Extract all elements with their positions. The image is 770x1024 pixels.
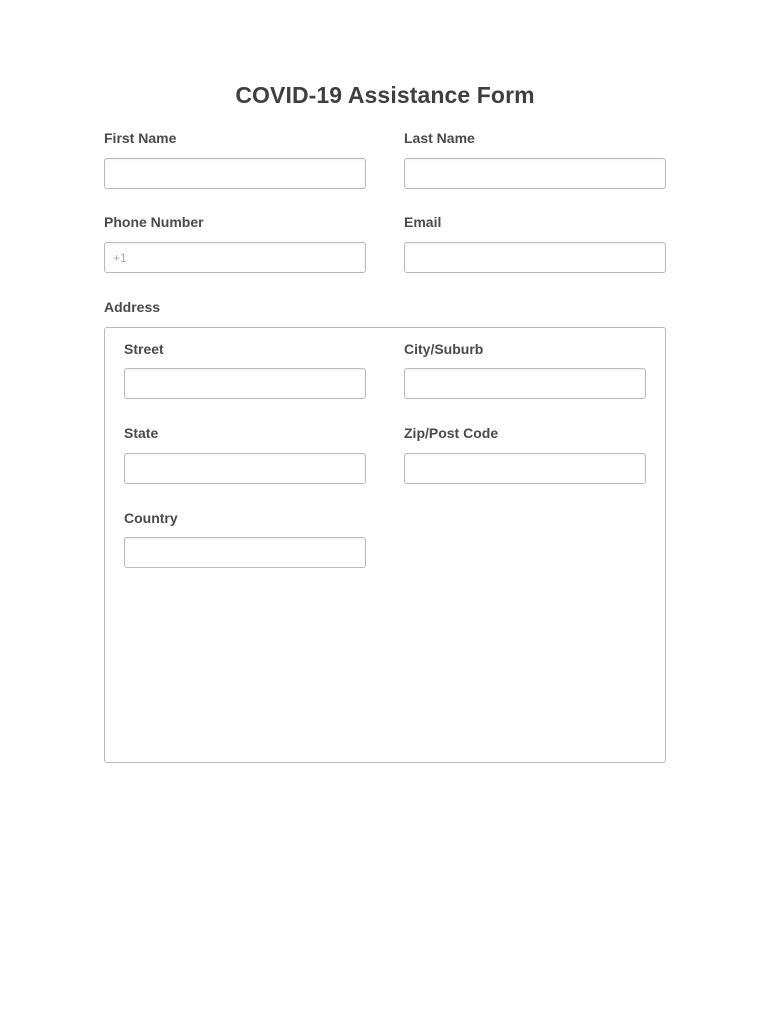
phone-number-label: Phone Number: [104, 214, 204, 230]
first-name-field[interactable]: [104, 158, 366, 189]
address-label: Address: [104, 299, 161, 315]
phone-number-input[interactable]: [105, 243, 365, 272]
city-suburb-label: City/Suburb: [404, 341, 484, 357]
state-field[interactable]: [124, 453, 366, 484]
last-name-label: Last Name: [404, 130, 475, 146]
zip-post-code-label: Zip/Post Code: [404, 425, 499, 441]
first-name-label: First Name: [104, 130, 177, 146]
last-name-input[interactable]: [405, 159, 665, 188]
phone-number-field[interactable]: [104, 242, 366, 273]
state-input[interactable]: [125, 454, 365, 483]
country-field[interactable]: [124, 537, 366, 568]
last-name-field[interactable]: [404, 158, 666, 189]
country-label: Country: [124, 510, 178, 526]
city-suburb-input[interactable]: [405, 369, 645, 398]
state-label: State: [124, 425, 159, 441]
zip-post-code-field[interactable]: [404, 453, 646, 484]
email-input[interactable]: [405, 243, 665, 272]
city-suburb-field[interactable]: [404, 368, 646, 399]
street-field[interactable]: [124, 368, 366, 399]
street-input[interactable]: [125, 369, 365, 398]
email-field[interactable]: [404, 242, 666, 273]
form-title: COVID-19 Assistance Form: [235, 82, 535, 108]
first-name-input[interactable]: [105, 159, 365, 188]
country-input[interactable]: [125, 538, 365, 567]
zip-post-code-input[interactable]: [405, 454, 645, 483]
email-label: Email: [404, 214, 442, 230]
street-label: Street: [124, 341, 164, 357]
